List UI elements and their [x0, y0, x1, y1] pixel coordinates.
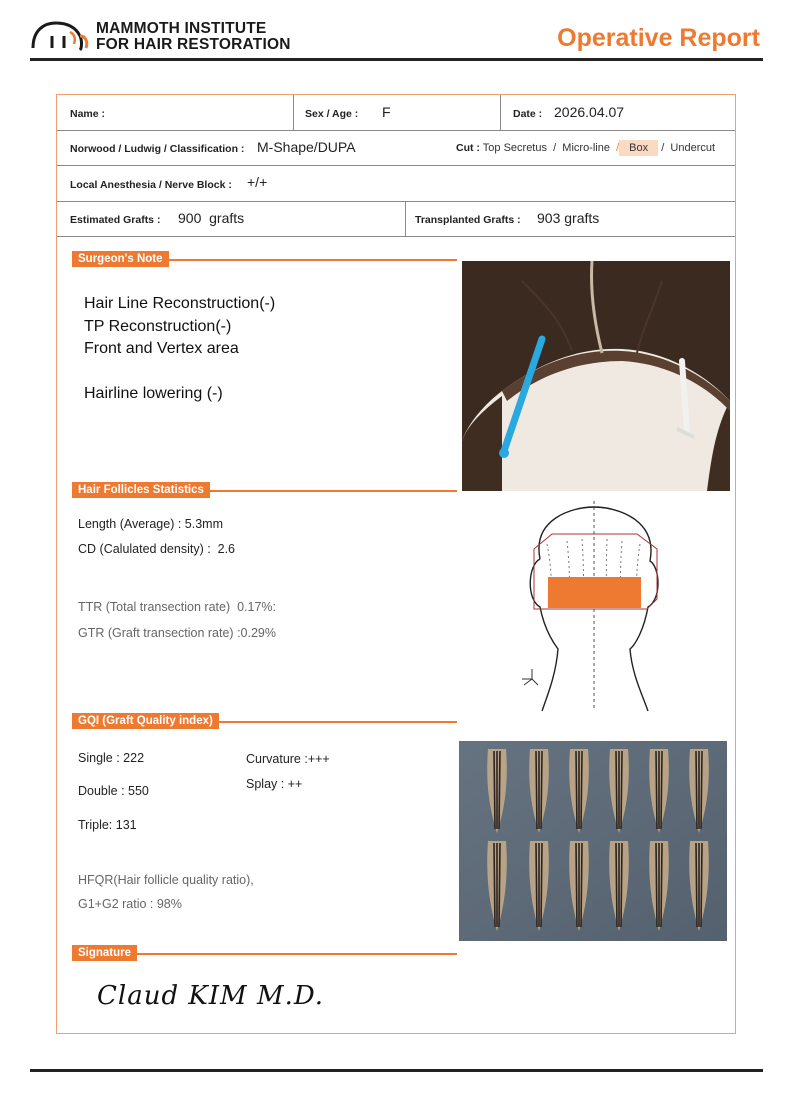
classification-field[interactable]: M-Shape/DUPA [257, 139, 356, 155]
estimated-grafts-label: Estimated Grafts : [70, 214, 161, 226]
gqi-hfqr-line2: G1+G2 ratio : 98% [78, 897, 182, 911]
gqi-hfqr-line1: HFQR(Hair follicle quality ratio), [78, 873, 254, 887]
institute-name-line1: MAMMOTH INSTITUTE [96, 20, 267, 37]
gqi-triple: Triple: 131 [78, 818, 137, 832]
name-label: Name : [70, 108, 106, 120]
date-label: Date : [513, 108, 543, 120]
cut-separator: / [661, 142, 665, 154]
stat-length: Length (Average) : 5.3mm [78, 517, 223, 531]
report-title: Operative Report [557, 24, 760, 52]
classification-label: Norwood / Ludwig / Classification : [70, 143, 245, 155]
row-divider [57, 130, 735, 131]
gqi-curvature: Curvature :+++ [246, 752, 330, 766]
donor-area-diagram [512, 499, 672, 714]
institute-logo [30, 18, 92, 54]
scalp-photo [462, 261, 730, 491]
cut-option-box-selected[interactable]: Box [619, 140, 658, 156]
note-line: Hairline lowering (-) [84, 385, 223, 402]
gqi-double: Double : 550 [78, 784, 149, 798]
surgeon-signature: Claud KIM M.D. [97, 981, 325, 1011]
footer-divider [30, 1069, 763, 1072]
surgeons-note-text [84, 293, 275, 406]
institute-name [96, 21, 291, 53]
note-line: TP Reconstruction(-) [84, 317, 232, 335]
header-divider [30, 58, 763, 61]
cut-option-undercut[interactable]: Undercut [670, 142, 716, 154]
row-divider [57, 165, 735, 166]
gqi-single: Single : 222 [78, 751, 145, 765]
sex-age-field[interactable]: F [382, 104, 391, 120]
follicle-stats-heading: Hair Follicles Statistics [72, 482, 210, 498]
col-divider [405, 201, 406, 236]
institute-name-line2: FOR HAIR RESTORATION [96, 36, 291, 53]
cut-option-top-secretus[interactable]: Top Secretus [482, 142, 547, 154]
stat-gtr: GTR (Graft transection rate) :0.29% [78, 626, 276, 640]
date-field[interactable]: 2026.04.07 [554, 104, 625, 120]
signature-heading: Signature [72, 945, 137, 961]
stat-ttr: TTR (Total transection rate) 0.17%: [78, 600, 276, 614]
sex-age-label: Sex / Age : [305, 108, 359, 120]
note-line: Hair Line Reconstruction(-) [84, 295, 276, 312]
gqi-splay: Splay : ++ [246, 777, 303, 791]
anesthesia-label: Local Anesthesia / Nerve Block : [70, 179, 232, 191]
cut-label: Cut : [456, 142, 480, 154]
note-line: Front and Vertex area [84, 340, 239, 357]
surgeons-note-heading: Surgeon's Note [72, 251, 169, 267]
col-divider [500, 95, 501, 130]
note-line [84, 361, 275, 384]
mammoth-logo-icon [30, 18, 92, 54]
row-divider [57, 201, 735, 202]
transplanted-grafts-field[interactable]: 903 grafts [537, 210, 600, 226]
stat-cd: CD (Calulated density) : 2.6 [78, 542, 236, 556]
cut-separator: / [616, 142, 620, 154]
cut-group [456, 142, 715, 154]
cut-option-micro-line[interactable]: Micro-line [562, 142, 610, 154]
col-divider [293, 95, 294, 130]
estimated-grafts-field[interactable]: 900 grafts [178, 210, 245, 226]
row-divider [57, 236, 735, 237]
gqi-heading: GQI (Graft Quality index) [72, 713, 219, 729]
grafts-photo [459, 741, 727, 941]
cut-separator: / [553, 142, 557, 154]
transplanted-grafts-label: Transplanted Grafts : [415, 214, 521, 226]
report-frame [56, 94, 736, 1034]
anesthesia-field[interactable]: +/+ [247, 174, 268, 190]
